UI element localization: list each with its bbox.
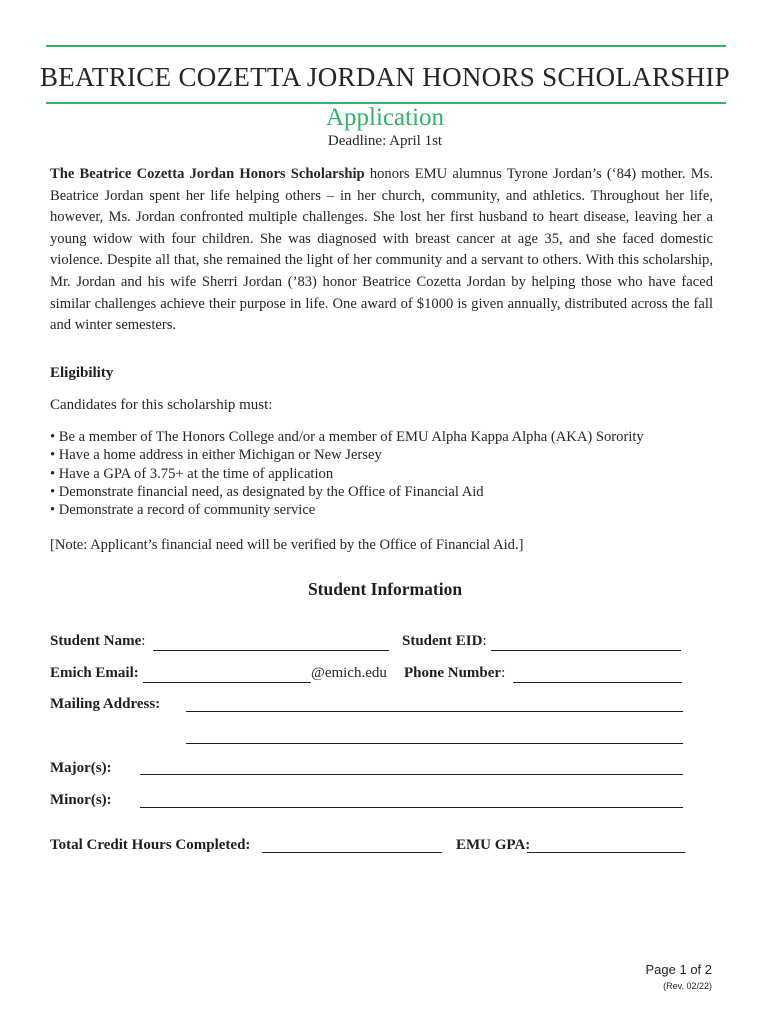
- student-name-label: Student Name:: [50, 633, 146, 649]
- phone-number-label: Phone Number:: [404, 665, 506, 681]
- majors-field[interactable]: [140, 774, 683, 775]
- eligibility-item: • Have a GPA of 3.75+ at the time of application: [50, 465, 730, 483]
- emich-email-field[interactable]: [143, 682, 311, 683]
- student-name-field[interactable]: [153, 650, 389, 651]
- top-green-rule: [46, 45, 726, 47]
- financial-need-note: [Note: Applicant’s financial need will be verified by the Office of Financial Aid.]: [50, 537, 524, 553]
- credit-hours-field[interactable]: [262, 852, 442, 853]
- intro-text: honors EMU alumnus Tyrone Jordan’s (‘84) mother. Ms. Beatrice Jordan spent her life helping others – in her church, community, and athletics. Throughout her life, however, Ms. Jordan confronted multiple challenges. She lost her first husband to heart disease, leaving her a young widow with four children. She was diagnosed with breast cancer at age 35, and she faced domestic violence. Despite all that, she remained the light of her community and a servant to others. With this scholarship, Mr. Jordan and his wife Sherri Jordan (’83) honor Beatrice Cozetta Jordan by helping those who have faced similar challenges achieve their purpose in life. One award of $1000 is given annually, distributed across the fall and winter semesters.: [50, 166, 713, 334]
- eligibility-lead: Candidates for this scholarship must:: [50, 397, 273, 413]
- document-subtitle: Application: [325, 104, 445, 131]
- mailing-address-field-line-2[interactable]: [186, 743, 683, 744]
- majors-label: Major(s):: [50, 760, 112, 776]
- eligibility-list: [50, 428, 730, 519]
- eligibility-heading: Eligibility: [50, 365, 114, 381]
- student-eid-field[interactable]: [491, 650, 681, 651]
- minors-label: Minor(s):: [50, 792, 112, 808]
- intro-paragraph: [50, 164, 713, 337]
- eligibility-item: • Demonstrate a record of community service: [50, 501, 730, 519]
- eligibility-item: • Demonstrate financial need, as designated by the Office of Financial Aid: [50, 483, 730, 501]
- mailing-address-field-line-1[interactable]: [186, 711, 683, 712]
- page-number: Page 1 of 2: [645, 962, 712, 977]
- email-domain-suffix: @emich.edu: [311, 665, 387, 681]
- student-info-heading: Student Information: [307, 579, 463, 599]
- intro-bold-lead: The Beatrice Cozetta Jordan Honors Scholarship: [50, 166, 365, 182]
- credit-hours-label: Total Credit Hours Completed:: [50, 837, 251, 853]
- emu-gpa-label: EMU GPA:: [456, 837, 531, 853]
- emich-email-label: Emich Email:: [50, 665, 139, 681]
- eligibility-item: • Have a home address in either Michigan or New Jersey: [50, 446, 730, 464]
- emu-gpa-field[interactable]: [527, 852, 685, 853]
- mailing-address-label: Mailing Address:: [50, 696, 161, 712]
- eligibility-item: • Be a member of The Honors College and/or a member of EMU Alpha Kappa Alpha (AKA) Sorority: [50, 428, 730, 446]
- minors-field[interactable]: [140, 807, 683, 808]
- student-eid-label: Student EID:: [402, 633, 487, 649]
- document-title: BEATRICE COZETTA JORDAN HONORS SCHOLARSHIP: [40, 62, 730, 92]
- phone-number-field[interactable]: [513, 682, 682, 683]
- deadline-text: Deadline: April 1st: [327, 133, 443, 149]
- revision-date: (Rev. 02/22): [663, 981, 712, 991]
